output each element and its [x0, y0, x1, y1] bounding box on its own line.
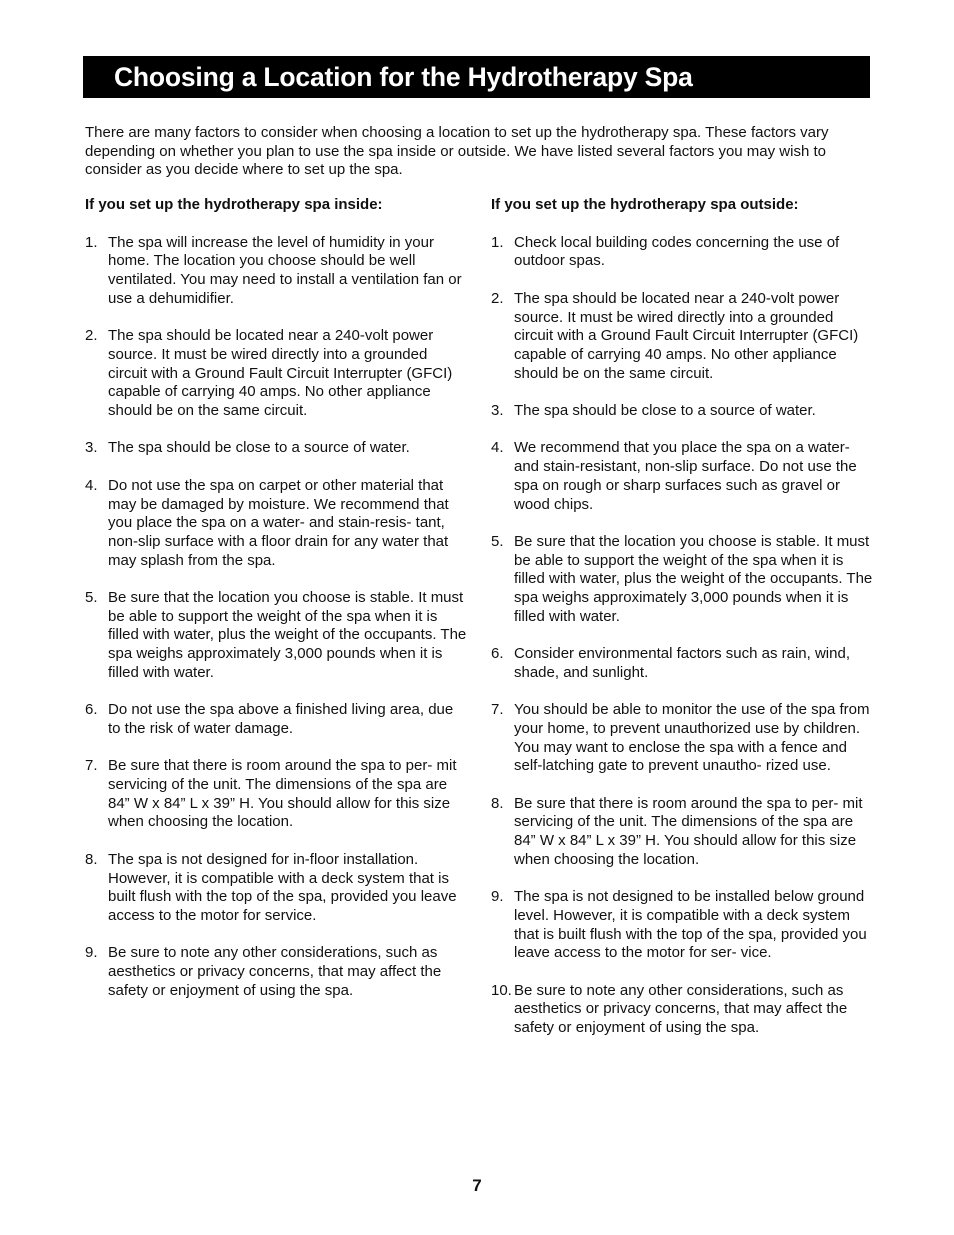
page-title: Choosing a Location for the Hydrotherapy Spa [114, 62, 693, 92]
item-text: The spa is not designed to be installed below ground level. However, it is compatible with a deck system that is built flush with the top of the spa, provided you leave access to the motor for ser- vice. [514, 888, 867, 962]
item-text: Check local building codes concerning the use of outdoor spas. [514, 233, 840, 270]
list-item [491, 701, 875, 776]
item-text: You should be able to monitor the use of the spa from your home, to prevent unauthorized use by children. You may want to enclose the spa with a fence and self-latching gate to prevent unautho- rized use. [514, 701, 870, 775]
item-number: 7. [491, 701, 504, 719]
item-text: The spa should be located near a 240-volt power source. It must be wired directly into a grounded circuit with a Ground Fault Circuit Interrupter (GFCI) capable of carrying 40 amps. No other appliance should be on the same circuit. [514, 289, 859, 382]
list-item [491, 234, 875, 271]
item-number: 4. [85, 476, 98, 494]
outside-list [491, 234, 875, 1038]
item-text: Be sure that there is room around the spa to per- mit servicing of the unit. The dimensions of the spa are 84” W x 84” L x 39” H. You should allow for this size when choosing the location. [514, 794, 863, 868]
outside-heading: If you set up the hydrotherapy spa outside: [491, 196, 799, 213]
item-number: 7. [85, 757, 98, 775]
item-text: Be sure to note any other considerations, such as aesthetics or privacy concerns, that may affect the safety or enjoyment of using the spa. [108, 944, 442, 999]
inside-column [85, 196, 467, 1019]
list-item [491, 402, 875, 421]
item-number: 8. [491, 794, 504, 812]
inside-heading: If you set up the hydrotherapy spa inside: [85, 196, 383, 213]
item-number: 1. [85, 233, 98, 251]
item-number: 1. [491, 233, 504, 251]
list-item [491, 533, 875, 627]
item-number: 10. [491, 981, 512, 999]
item-number: 2. [85, 327, 98, 345]
item-text: The spa is not designed for in-floor installation. However, it is compatible with a deck system that is built flush with the top of the spa, provided you leave access to the motor for service. [108, 850, 457, 924]
list-item [491, 888, 875, 963]
item-text: Do not use the spa on carpet or other material that may be damaged by moisture. We recommend that you place the spa on a water- and stain-resis- tant, non-slip surface with a floor drain for any water that may splash from the spa. [108, 476, 449, 569]
item-number: 9. [85, 944, 98, 962]
list-item [85, 477, 467, 571]
outside-column [491, 196, 875, 1056]
item-text: Consider environmental factors such as rain, wind, shade, and sunlight. [514, 645, 850, 681]
item-number: 3. [85, 439, 98, 457]
list-item [491, 290, 875, 384]
item-text: The spa should be close to a source of water. [514, 402, 816, 419]
item-number: 9. [491, 888, 504, 906]
item-text: Be sure that there is room around the spa to per- mit servicing of the unit. The dimensions of the spa are 84” W x 84” L x 39” H. You should allow for this size when choosing the location. [108, 757, 457, 831]
item-number: 2. [491, 289, 504, 307]
intro-paragraph: There are many factors to consider when choosing a location to set up the hydrotherapy spa. These factors vary depending on whether you plan to use the spa inside or outside. We have listed several factors you may wish to consider as you decide where to set up the spa. [85, 124, 829, 179]
item-text: Be sure that the location you choose is stable. It must be able to support the weight of the spa when it is filled with water, plus the weight of the occupants. The spa weighs approximately 3,000 pounds when it is filled with water. [514, 532, 873, 625]
list-item [85, 701, 467, 738]
title-bar [83, 56, 870, 98]
list-item [491, 795, 875, 870]
item-number: 6. [491, 645, 504, 663]
item-text: Be sure to note any other considerations, such as aesthetics or privacy concerns, that may affect the safety or enjoyment of using the spa. [514, 981, 848, 1037]
list-item [491, 439, 875, 514]
item-text: The spa will increase the level of humidity in your home. The location you choose should be well ventilated. You may need to install a ventilation fan or use a dehumidifier. [108, 233, 462, 307]
list-item [85, 234, 467, 309]
item-text: Be sure that the location you choose is stable. It must be able to support the weight of the spa when it is filled with water, plus the weight of the occupants. The spa weighs approximately 3,000 pounds when it is filled with water. [108, 589, 467, 681]
list-item [85, 851, 467, 926]
list-item [491, 982, 875, 1038]
item-number: 6. [85, 701, 98, 719]
item-number: 5. [491, 532, 504, 550]
item-text: The spa should be located near a 240-volt power source. It must be wired directly into a grounded circuit with a Ground Fault Circuit Interrupter (GFCI) capable of carrying 40 amps. No other appliance should be on the same circuit. [108, 327, 453, 420]
item-number: 5. [85, 589, 98, 606]
item-text: Do not use the spa above a finished living area, due to the risk of water damage. [108, 701, 454, 737]
inside-list [85, 234, 467, 1001]
list-item [85, 589, 467, 683]
list-item [85, 327, 467, 421]
item-number: 3. [491, 402, 504, 419]
list-item [85, 757, 467, 832]
item-text: The spa should be close to a source of water. [108, 439, 410, 457]
list-item [85, 944, 467, 1000]
list-item [85, 439, 467, 458]
item-number: 8. [85, 850, 98, 868]
item-number: 4. [491, 439, 504, 457]
page-number: 7 [472, 1176, 482, 1195]
item-text: We recommend that you place the spa on a water- and stain-resistant, non-slip surface. Do not use the spa on rough or sharp surfaces such as gravel or wood chips. [514, 439, 857, 513]
list-item [491, 645, 875, 682]
